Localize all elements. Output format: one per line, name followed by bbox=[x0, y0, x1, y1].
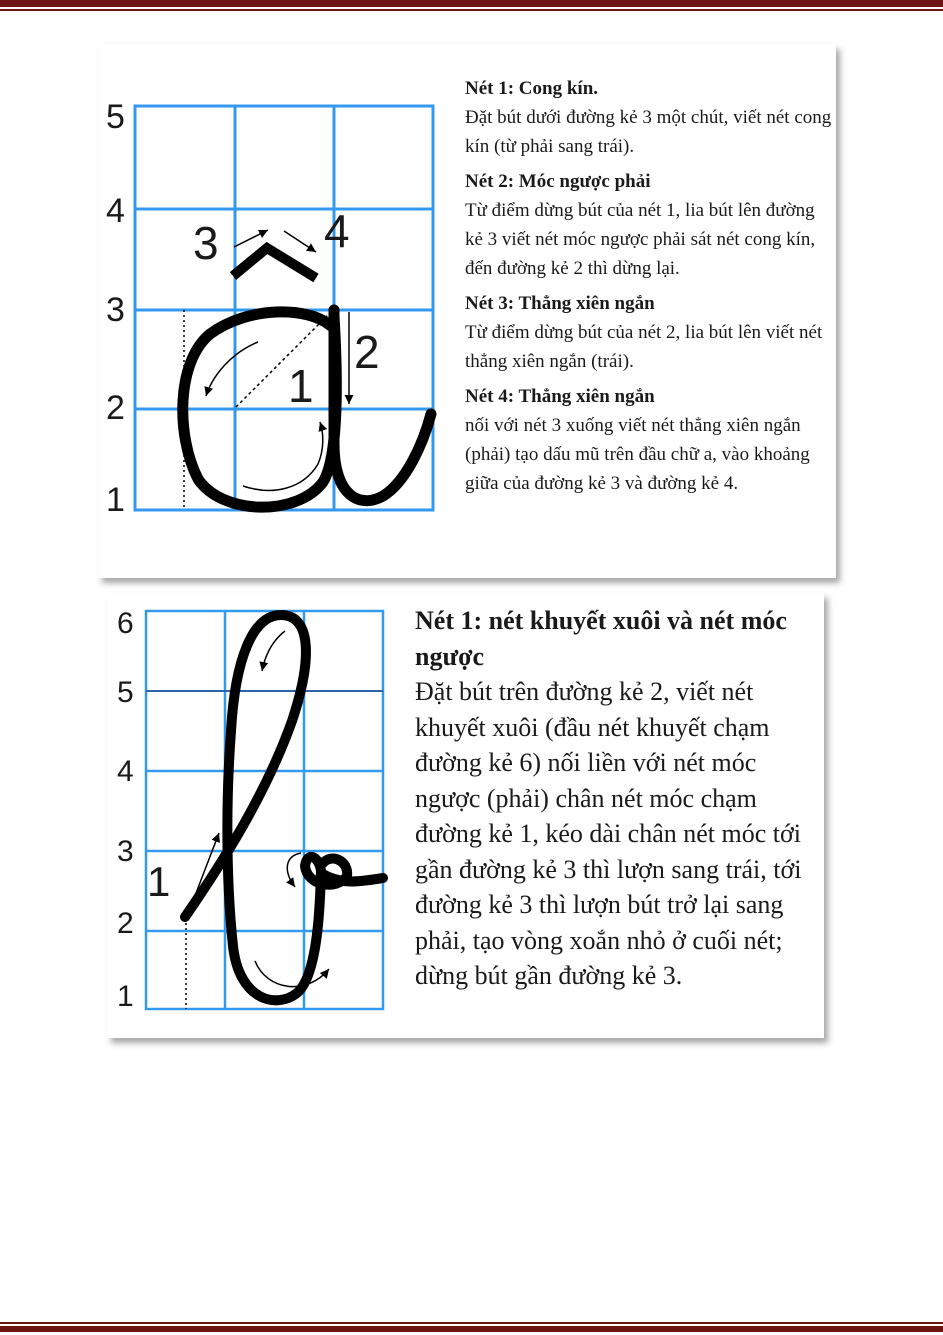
stroke-loop-and-hook bbox=[185, 615, 347, 1000]
step-title: Nét 1: nét khuyết xuôi và nét móc ngược bbox=[415, 606, 787, 671]
step-block bbox=[465, 289, 835, 376]
hook-direction-arrow bbox=[255, 961, 329, 987]
header-rule-thin bbox=[0, 9, 943, 11]
writing-grid bbox=[146, 611, 383, 1009]
curve-direction-arrow bbox=[243, 422, 323, 490]
row-label: 4 bbox=[106, 192, 125, 230]
row-label: 5 bbox=[117, 676, 134, 709]
row-label: 5 bbox=[106, 98, 125, 136]
step-title: Nét 1: Cong kín. bbox=[465, 78, 599, 99]
letter-b-figure bbox=[107, 601, 407, 1021]
step-block bbox=[465, 167, 835, 283]
step-title: Nét 4: Thẳng xiên ngắn bbox=[465, 386, 655, 407]
stroke4-direction-arrow bbox=[284, 231, 316, 252]
instructions-b bbox=[415, 603, 815, 994]
step-block bbox=[465, 74, 835, 161]
header-rule bbox=[0, 0, 943, 7]
row-label: 1 bbox=[117, 980, 134, 1013]
row-label: 4 bbox=[117, 755, 134, 788]
step-body: Từ điểm dừng bút của nét 2, lia bút lên viết nét thẳng xiên ngắn (trái). bbox=[465, 322, 823, 372]
step-title: Nét 2: Móc ngược phải bbox=[465, 171, 651, 192]
stroke-number: 1 bbox=[288, 360, 314, 412]
row-label: 3 bbox=[106, 291, 125, 329]
step-title: Nét 3: Thẳng xiên ngắn bbox=[465, 293, 655, 314]
letter-b-grid-svg bbox=[107, 601, 407, 1021]
row-label: 1 bbox=[106, 481, 125, 519]
row-label: 2 bbox=[106, 389, 125, 427]
instructions-a bbox=[465, 74, 835, 504]
stroke-number: 1 bbox=[147, 858, 171, 905]
lesson-card-a bbox=[98, 44, 836, 578]
stroke-number: 2 bbox=[354, 326, 380, 378]
step-body: nối với nét 3 xuống viết nét thẳng xiên ngắn (phải) tạo dấu mũ trên đầu chữ a, vào khoảng giữa của đường kẻ 3 và đường kẻ 4. bbox=[465, 415, 810, 494]
stroke3-direction-arrow bbox=[234, 230, 268, 247]
stroke-circumflex bbox=[233, 248, 316, 278]
step-block bbox=[465, 382, 835, 498]
step-body: Từ điểm dừng bút của nét 1, lia bút lên đường kẻ 3 viết nét móc ngược phải sát nét cong kín, đến đường kẻ 2 thì dừng lại. bbox=[465, 200, 816, 279]
row-label: 3 bbox=[117, 835, 134, 868]
stroke-number: 4 bbox=[324, 205, 350, 257]
letter-a-figure bbox=[98, 84, 443, 564]
letter-a-grid-svg bbox=[98, 84, 443, 564]
loop-direction-arrow bbox=[262, 631, 285, 671]
curl-direction-arrow bbox=[287, 853, 301, 887]
step-body: Đặt bút trên đường kẻ 2, viết nét khuyết xuôi (đầu nét khuyết chạm đường kẻ 6) nối liền với nét móc ngược (phải) chân nét móc chạm đường kẻ 1, kéo dài chân nét móc tới gần đường kẻ 3 thì lượn sang trái, tới đường kẻ 3 thì lượn bút trở lại sang phải, tạo vòng xoắn nhỏ ở cuối nét; dừng bút gần đường kẻ 3. bbox=[415, 677, 802, 990]
diagonal-guide-line bbox=[236, 313, 330, 407]
stroke-number: 3 bbox=[193, 217, 219, 269]
footer-rule bbox=[0, 1326, 943, 1332]
footer-rule-thin bbox=[0, 1322, 943, 1324]
row-label: 2 bbox=[117, 907, 134, 940]
row-label: 6 bbox=[117, 607, 134, 640]
step-body: Đặt bút dưới đường kẻ 3 một chút, viết nét cong kín (từ phải sang trái). bbox=[465, 107, 832, 157]
curve-direction-arrow bbox=[206, 342, 258, 396]
lesson-card-b bbox=[107, 593, 824, 1038]
